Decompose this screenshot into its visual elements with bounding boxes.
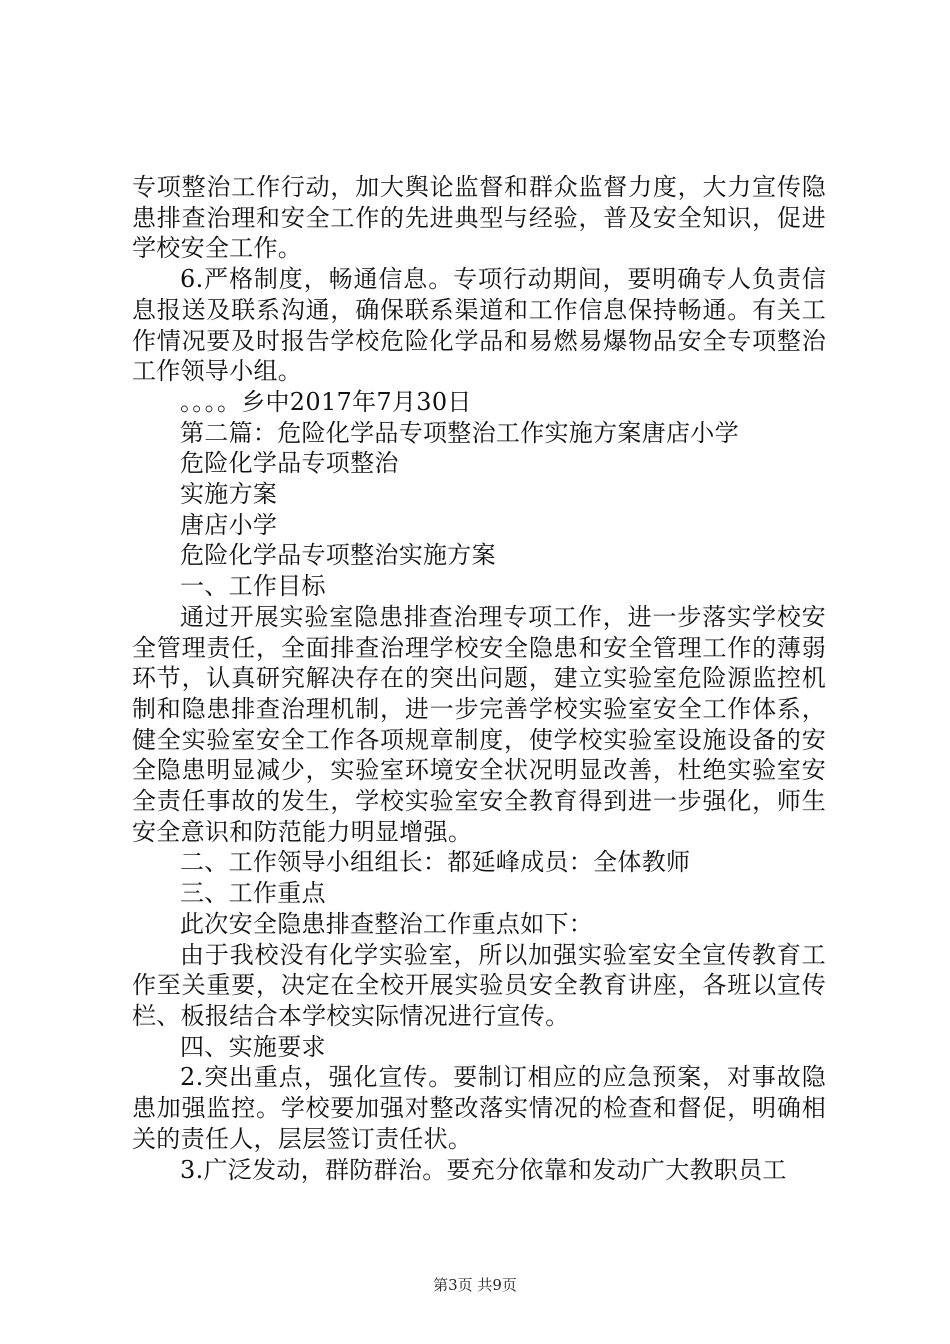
paragraph-focus-intro: 此次安全隐患排查整治工作重点如下：: [180, 909, 594, 938]
paragraph-work-goals: 通过开展实验室隐患排查治理专项工作，进一步落实学校安全管理责任，全面排查治理学校安全隐患和安全管理工作的薄弱环节，认真研究解决存在的突出问题，建立实验室危险源监控机制和隐患排查治理机制，进一步完善学校实验室安全工作体系，健全实验室安全工作各项规章制度，使学校实验室设施设备的安全隐患明显减少，实验室环境安全状况明显改善，杜绝实验室安全责任事故的发生，学校实验室安全教育得到进一步强化，师生安全意识和防范能力明显增强。: [132, 602, 826, 846]
title-line-1: 危险化学品专项整治: [180, 449, 399, 478]
paragraph-focus-detail: 由于我校没有化学实验室，所以加强实验室安全宣传教育工作至关重要，决定在全校开展实验员安全教育讲座，各班以宣传栏、板报结合本学校实际情况进行宣传。: [132, 940, 826, 1030]
heading-leadership-group: 二、工作领导小组组长：都延峰成员：全体教师: [180, 848, 691, 877]
paragraph-continuation: 专项整治工作行动，加大舆论监督和群众监督力度，大力宣传隐患排查治理和安全工作的先进典型与经验，普及安全知识，促进学校安全工作。: [132, 173, 826, 263]
heading-work-focus: 三、工作重点: [180, 879, 326, 908]
paragraph-signature-date: 。。。。乡中2017年7月30日: [180, 387, 472, 416]
heading-work-goals: 一、工作目标: [180, 572, 326, 601]
paragraph-item-6: 6.严格制度，畅通信息。专项行动期间，要明确专人负责信息报送及联系沟通，确保联系渠道和工作信息保持畅通。有关工作情况要及时报告学校危险化学品和易燃易爆物品安全专项整治工作领导小组。: [132, 265, 826, 386]
heading-requirements: 四、实施要求: [180, 1032, 326, 1061]
document-body: [132, 172, 826, 1185]
paragraph-requirement-2: 2.突出重点，强化宣传。要制订相应的应急预案，对事故隐患加强监控。学校要加强对整改落实情况的检查和督促，明确相关的责任人，层层签订责任状。: [132, 1063, 826, 1153]
title-line-school: 唐店小学: [180, 510, 278, 539]
section-heading-part-two: 第二篇：危险化学品专项整治工作实施方案唐店小学: [180, 418, 739, 447]
paragraph-requirement-3: 3.广泛发动，群防群治。要充分依靠和发动广大教职员工: [180, 1155, 787, 1184]
page-number-footer: 第3页 共9页: [433, 1276, 517, 1294]
title-line-2: 实施方案: [180, 480, 278, 509]
document-title: 危险化学品专项整治实施方案: [180, 541, 496, 570]
